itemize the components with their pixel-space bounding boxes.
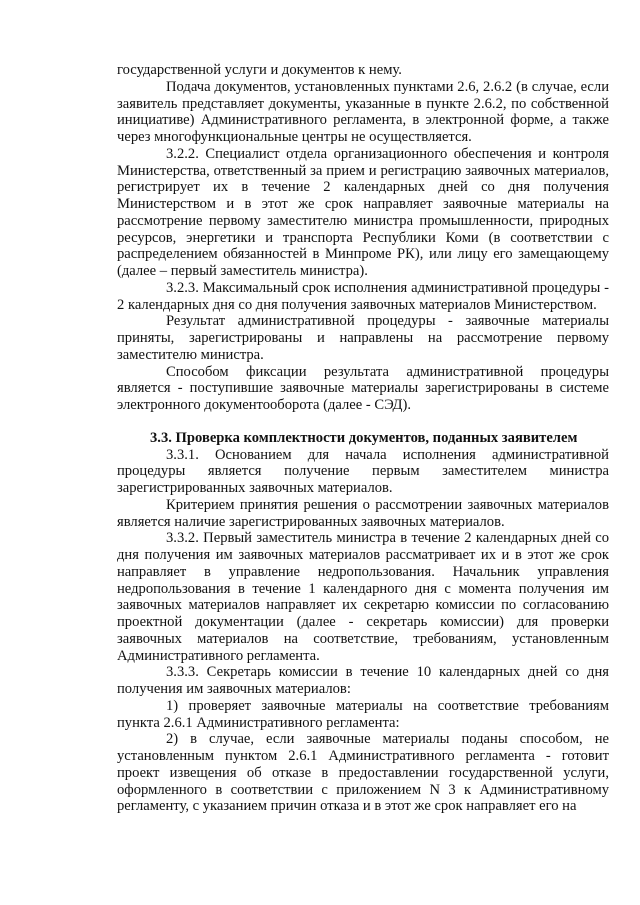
paragraph: Способом фиксации результата административной процедуры является - поступившие заявочные материалы зарегистрированы в системе электронного документооборота (далее - СЭД).: [117, 363, 609, 413]
paragraph: Критерием принятия решения о рассмотрении заявочных материалов является наличие зарегистрированных заявочных материалов.: [117, 496, 609, 530]
paragraph: 3.3.3. Секретарь комиссии в течение 10 календарных дней со дня получения им заявочных материалов:: [117, 664, 609, 697]
section-heading: 3.3. Проверка комплектности документов, поданных заявителем: [150, 429, 578, 446]
paragraph: 3.2.2. Специалист отдела организационного обеспечения и контроля Министерства, ответственный за прием и регистрацию заявочных материалов, регистрирует их в течение 2 календарных дней со дня получения Министерством и в этот же срок направляет заявочные материалы на рассмотрение первому заместителю министра промышленности, природных ресурсов, энергетики и транспорта Республики Коми (в соответствии с распределением обязанностей в Минпроме РК), или лицу его замещающему (далее – первый заместитель министра).: [117, 145, 609, 279]
paragraph: Подача документов, установленных пунктами 2.6, 2.6.2 (в случае, если заявитель представляет документы, указанные в пункте 2.6.2, по собственной инициативе) Административного регламента, в электронной форме, а также через многофункциональные центры не осуществляется.: [117, 78, 609, 145]
paragraph: Результат административной процедуры - заявочные материалы приняты, зарегистрированы и направлены на рассмотрение первому заместителю министра.: [117, 313, 609, 363]
paragraph: государственной услуги и документов к нему.: [117, 62, 402, 78]
list-item: 1) проверяет заявочные материалы на соответствие требованиям пункта 2.6.1 Административного регламента:: [117, 697, 609, 731]
paragraph: 3.3.1. Основанием для начала исполнения административной процедуры является получение первым заместителем министра зарегистрированных заявочных материалов.: [117, 446, 609, 496]
paragraph: 3.3.2. Первый заместитель министра в течение 2 календарных дней со дня получения им заявочных материалов рассматривает их и в этот же срок направляет в управление недропользования. Начальник управления недропользования в течение 1 календарного дня с момента получения им заявочных материалов направляет их секретарю комиссии по согласованию проектной документации (далее - секретарь комиссии) для проверки заявочных материалов на соответствие, требованиям, установленным Административного регламента.: [117, 530, 609, 664]
document-page: [117, 62, 609, 815]
paragraph: 3.2.3. Максимальный срок исполнения административной процедуры - 2 календарных дня со дня получения заявочных материалов Министерством.: [117, 279, 609, 313]
list-item: 2) в случае, если заявочные материалы поданы способом, не установленным пунктом 2.6.1 Административного регламента - готовит проект извещения об отказе в предоставлении государственной услуги, оформленного в соответствии с приложением N 3 к Административному регламенту, с указанием причин отказа и в этот же срок направляет его на: [117, 731, 609, 815]
